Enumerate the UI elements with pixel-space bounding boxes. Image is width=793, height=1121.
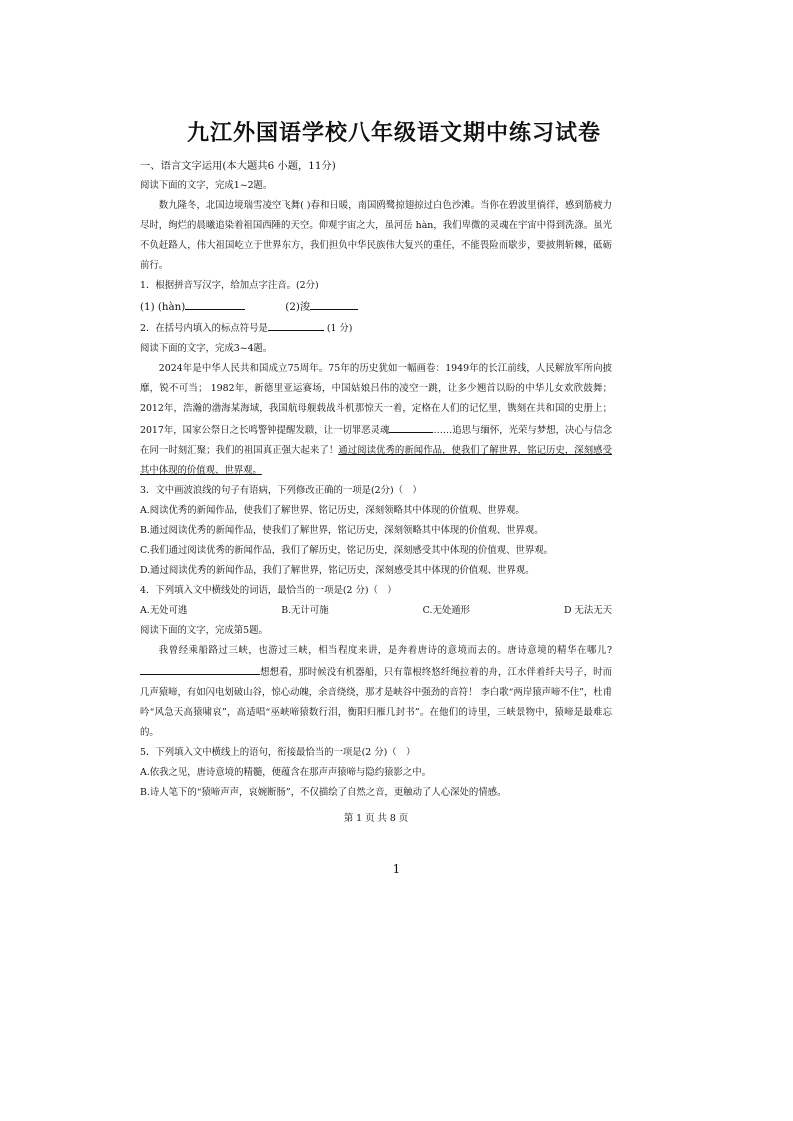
answer-blank[interactable] — [268, 317, 324, 331]
q3-option-a: A.阅读优秀的新闻作品，使我们了解世界、铭记历史，深刻领略其中体现的价值观、世界观。 — [140, 505, 525, 516]
question-5: 5．下列填入文中横线上的语句，衔接最恰当的一项是(2 分)（ ） — [140, 747, 416, 758]
question-2-text: 2．在括号内填入的标点符号是 — [140, 323, 268, 334]
question-4: 4．下列填入文中横线处的词语，最恰当的一项是(2 分)（ ） — [140, 585, 397, 596]
passage-3-part-a: 我曾经乘船路过三峡，也游过三峡，相当程度来讲，是奔着唐诗的意境而去的。唐诗意境的精华在哪儿? — [158, 645, 612, 656]
passage-2-part-b: ……追思与缅怀，光荣与梦想，决心与信念在同一时刻汇聚；我们的祖国真正强大起来了！ — [140, 425, 612, 456]
answer-blank[interactable] — [310, 296, 358, 310]
q4-option-b: B.无计可施 — [281, 605, 329, 616]
q4-option-c: C.无处遁形 — [422, 605, 470, 616]
answer-blank[interactable] — [185, 296, 245, 310]
wavy-underlined-sentence: 通过阅读优秀的新闻作品，使我们了解世界，铭记历史，深刻感受其中体现的价值观、世界观。 — [140, 445, 612, 476]
passage-1: 数九隆冬，北国边境瑞雪凌空飞舞( )春和日暖，南国鸥鹭掠翅掠过白色沙滩。当你在碧波里徜徉，感到筋疲力尽时，绚烂的晨曦追染着祖国西陲的天空。仰观宇宙之大，虽河岳 hàn，我们卑微的灵魂在宇宙中得到洗涤。虽光不负赶路人，伟大祖国屹立于世界东方，我们担负中华民族伟大复兴的重任，不能畏险而歇步，要披荆斩棘，砥砺前行。 — [140, 200, 612, 271]
page-footer: 第 1 页 共 8 页 — [343, 813, 409, 824]
q4-option-d: D 无法无天 — [563, 605, 612, 616]
passage-2 — [140, 359, 612, 481]
question-2 — [140, 317, 612, 339]
reading-instruction: 阅读下面的文字，完成3~4题。 — [140, 343, 273, 354]
q3-option-b: B.通过阅读优秀的新闻作品，使我们了解世界，铭记历史，深刻领略其中体现的价值观、世界观。 — [140, 525, 544, 536]
q4-options — [140, 601, 612, 621]
reading-instruction: 阅读下面的文字，完成第5题。 — [140, 625, 268, 636]
reading-instruction: 阅读下面的文字，完成1~2题。 — [140, 180, 273, 191]
question-1: 1．根据拼音写汉字，给加点字注音。(2分) — [140, 280, 319, 291]
question-3: 3．文中画波浪线的句子有语病，下列修改正确的一项是(2分)（ ） — [140, 485, 422, 496]
page-title: 九江外国语学校八年级语文期中练习试卷 — [186, 120, 601, 146]
passage-3 — [140, 641, 612, 743]
passage-2-part-a: 2024年是中华人民共和国成立75周年。75年的历史犹如一幅画卷：1949年的长江前线，人民解放军所向披靡，锐不可当； 1982年，新德里亚运赛场，中国姑娘吕伟的凌空一跳，让多少翘首以盼的中华儿女欢欣鼓舞； 2012年，浩瀚的渤海某海域，我国航母舰载战斗机那惊天一着，定格在人们的记忆里，镌刻在共和国的史册上； 2017年，国家公祭日之长鸣警钟提醒发聩，让一切罪恶灵魂 — [140, 363, 612, 436]
answer-blank[interactable] — [140, 661, 260, 675]
q1-item-b: (2)浚 — [285, 301, 311, 313]
q5-option-b: B.诗人笔下的“猿啼声声，哀婉断肠”，不仅描绘了自然之音，更触动了人心深处的情感。 — [140, 787, 507, 798]
page-number: 1 — [392, 862, 401, 876]
q4-option-a: A.无处可逃 — [140, 605, 188, 616]
exam-page — [140, 118, 612, 829]
question-1-blanks — [140, 296, 612, 317]
section-heading: 一、语言文字运用(本大题共6 小题，11分) — [140, 160, 336, 172]
question-2-score: (1 分) — [326, 323, 353, 334]
q1-item-a: (1) (hàn) — [140, 301, 186, 313]
q3-option-c: C.我们通过阅读优秀的新闻作品，我们了解历史，铭记历史，深刻感受其中体现的价值观、世界观。 — [140, 545, 553, 556]
q5-option-a: A.依我之见，唐诗意境的精髓，便蕴含在那声声猿啼与隐约猿影之中。 — [140, 767, 432, 778]
answer-blank[interactable] — [389, 419, 433, 433]
q3-option-d: D.通过阅读优秀的新闻作品，我们了解世界，铭记历史，深刻感受其中体现的价值观、世界观。 — [140, 565, 535, 576]
passage-3-part-b: 想想看，那时候没有机器船，只有靠根终悠纤绳拉着的舟，江水伴着纤夫号子，时而几声猿啼，有如闪电划破山谷，惊心动魄，余音绕绕，那才是峡谷中强劲的音符！ 李白歌“两岸猿声啼不住”，杜甫吟“风急天高猿啸哀”，高适唱“巫峡啼猿数行泪，衡阳归雁几封书”。在他们的诗里，三峡景物中，猿啼是最难忘的。 — [140, 667, 612, 738]
